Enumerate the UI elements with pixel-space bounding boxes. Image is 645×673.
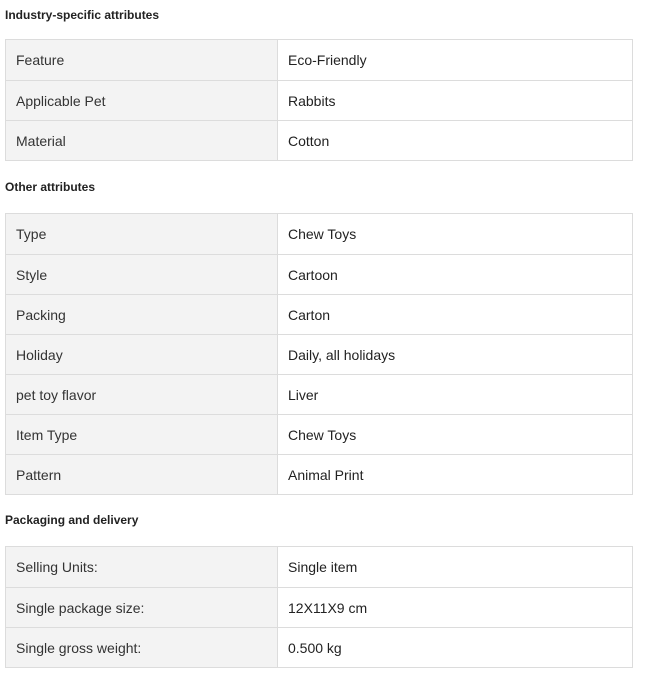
section-title-other-attributes: Other attributes — [5, 180, 96, 194]
attribute-value: Cartoon — [288, 266, 338, 283]
attribute-key: Packing — [6, 295, 278, 334]
attribute-key: Item Type — [6, 415, 278, 454]
attribute-key: Feature — [6, 40, 278, 80]
attribute-value: Eco-Friendly — [288, 52, 367, 68]
attribute-value: Daily, all holidays — [288, 346, 396, 363]
table-row — [6, 587, 632, 627]
attribute-value: Carton — [288, 306, 331, 323]
attribute-value: Single item — [288, 559, 358, 575]
attribute-key: Single gross weight: — [6, 628, 278, 667]
attribute-key: Material — [6, 121, 278, 160]
table-row — [6, 254, 632, 294]
table-row — [6, 294, 632, 334]
table-row — [6, 120, 632, 160]
attribute-value: 12X11X9 cm — [288, 599, 368, 616]
attribute-key: Selling Units: — [6, 547, 278, 587]
attribute-value: Rabbits — [288, 92, 336, 109]
attributes-table-other — [5, 213, 633, 495]
table-row — [6, 454, 632, 494]
attribute-key: Applicable Pet — [6, 81, 278, 120]
table-row — [6, 374, 632, 414]
table-row — [6, 80, 632, 120]
table-row — [6, 334, 632, 374]
table-row — [6, 40, 632, 80]
section-title-industry-specific: Industry-specific attributes — [5, 8, 160, 22]
attribute-key: Style — [6, 255, 278, 294]
attributes-table-packaging — [5, 546, 633, 668]
section-title-packaging-delivery: Packaging and delivery — [5, 513, 139, 527]
attribute-value: Chew Toys — [288, 426, 357, 443]
table-row — [6, 214, 632, 254]
attribute-key: Type — [6, 214, 278, 254]
table-row — [6, 414, 632, 454]
attribute-key: pet toy flavor — [6, 375, 278, 414]
attribute-value: 0.500 kg — [288, 639, 342, 656]
attribute-key: Holiday — [6, 335, 278, 374]
table-row — [6, 627, 632, 667]
attribute-value: Animal Print — [288, 466, 364, 483]
attribute-value: Chew Toys — [288, 226, 357, 242]
table-row — [6, 547, 632, 587]
attribute-value: Cotton — [288, 132, 330, 149]
attribute-value: Liver — [288, 386, 319, 403]
attribute-key: Pattern — [6, 455, 278, 494]
attribute-key: Single package size: — [6, 588, 278, 627]
attributes-table-industry-specific — [5, 39, 633, 161]
